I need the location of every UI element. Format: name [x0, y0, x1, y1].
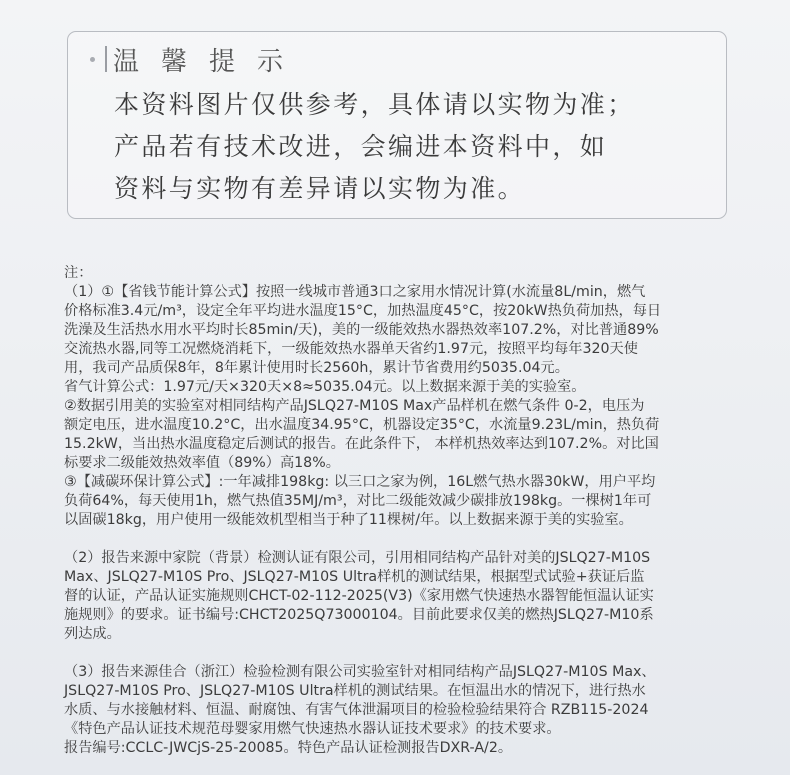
note-line: 洗澡及生活热水用水平均时长85min/天)，美的一级能效热水器热效率107.2%，对比普通89%: [64, 322, 659, 338]
tip-header: [90, 44, 306, 77]
note-line: 负荷64%，每天使用1h，燃气热值35MJ/m³，对比二级能效减少碳排放198kg。一棵树1年可: [64, 493, 652, 509]
note-line: ②数据引用美的实验室对相同结构产品JSLQ27-M10S Max产品样机在燃气条件 0-2，电压为: [64, 398, 645, 414]
note-line: JSLQ27-M10S Pro、JSLQ27-M10S Ultra样机的测试结果。在恒温出水的情况下，进行热水: [64, 683, 646, 699]
note-line: 价格标准3.4元/m³，设定全年平均进水温度15°C，加热温度45°C，按20kW热负荷加热，每日: [64, 303, 662, 319]
bullet-dot-icon: [90, 57, 95, 62]
tip-line: 资料与实物有差异请以实物为准。: [114, 174, 526, 203]
note-line: 15.2kW，当出热水温度稳定后测试的报告。在此条件下， 本样机热效率达到107.2%。对比国: [64, 436, 659, 452]
note-line: （1）①【省钱节能计算公式】按照一线城市普通3口之家用水情况计算(水流量8L/min，燃气: [64, 284, 646, 300]
note-line: 交流热水器,同等工况燃烧消耗下，一级能效热水器单天省约1.97元，按照平均每年320天使: [64, 341, 638, 357]
note-line: 督的认证，产品认证实施规则CHCT-02-112-2025(V3)《家用燃气快速热水器智能恒温认证实: [64, 588, 654, 604]
note-line: 额定电压，进水温度10.2°C，出水温度34.95°C，机器设定35°C，水流量9.23L/min，热负荷: [64, 417, 660, 433]
divider-bar: [105, 46, 107, 72]
note-line: ③【减碳环保计算公式】:一年减排198kg: 以三口之家为例，16L燃气热水器30kW，用户平均: [64, 474, 656, 490]
note-line: 用，我司产品质保8年，8年累计使用时长2560h，累计节省费用约5035.04元。: [64, 360, 569, 376]
note-line: 施规则》的要求。证书编号:CHCT2025Q73000104。目前此要求仅美的燃热JSLQ27-M10系: [64, 607, 654, 623]
note-line: 《特色产品认证技术规范母婴家用燃气快速热水器认证技术要求》的技术要求。: [64, 721, 561, 737]
note-line: 列达成。: [64, 626, 121, 642]
note-line: （2）报告来源中家院（背景）检测认证有限公司，引用相同结构产品针对美的JSLQ27-M10S: [64, 550, 651, 566]
paragraph-gap: [64, 644, 734, 663]
notes-heading: 注：: [64, 265, 93, 281]
note-line: 以固碳18kg，用户使用一级能效机型相当于种了11棵树/年。以上数据来源于美的实验室。: [64, 512, 633, 528]
tip-body: [114, 84, 714, 210]
note-line: （3）报告来源佳合（浙江）检验检测有限公司实验室针对相同结构产品JSLQ27-M10S Max、: [64, 664, 656, 680]
paragraph-gap: [64, 530, 734, 549]
tip-title: 温馨提示: [113, 46, 306, 77]
tip-line: 产品若有技术改进，会编进本资料中，如: [114, 132, 608, 161]
note-line: Max、JSLQ27-M10S Pro、JSLQ27-M10S Ultra样机的测试结果，根据型式试验+获证后监: [64, 569, 645, 585]
warm-tip-box: [67, 31, 727, 219]
note-line: 标要求二级能效热效率值（89%）高18%。: [64, 455, 340, 471]
note-line: 省气计算公式：1.97元/天×320天×8≈5035.04元。以上数据来源于美的实验室。: [64, 379, 586, 395]
tip-line: 本资料图片仅供参考，具体请以实物为准；: [114, 90, 635, 119]
note-line: 水质、与水接触材料、恒温、耐腐蚀、有害气体泄漏项目的检验检验结果符合 RZB115-2024: [64, 702, 649, 718]
note-line: 报告编号:CCLC-JWCjS-25-20085。特色产品认证检测报告DXR-A/2。: [64, 740, 513, 756]
footnotes: [64, 264, 734, 758]
